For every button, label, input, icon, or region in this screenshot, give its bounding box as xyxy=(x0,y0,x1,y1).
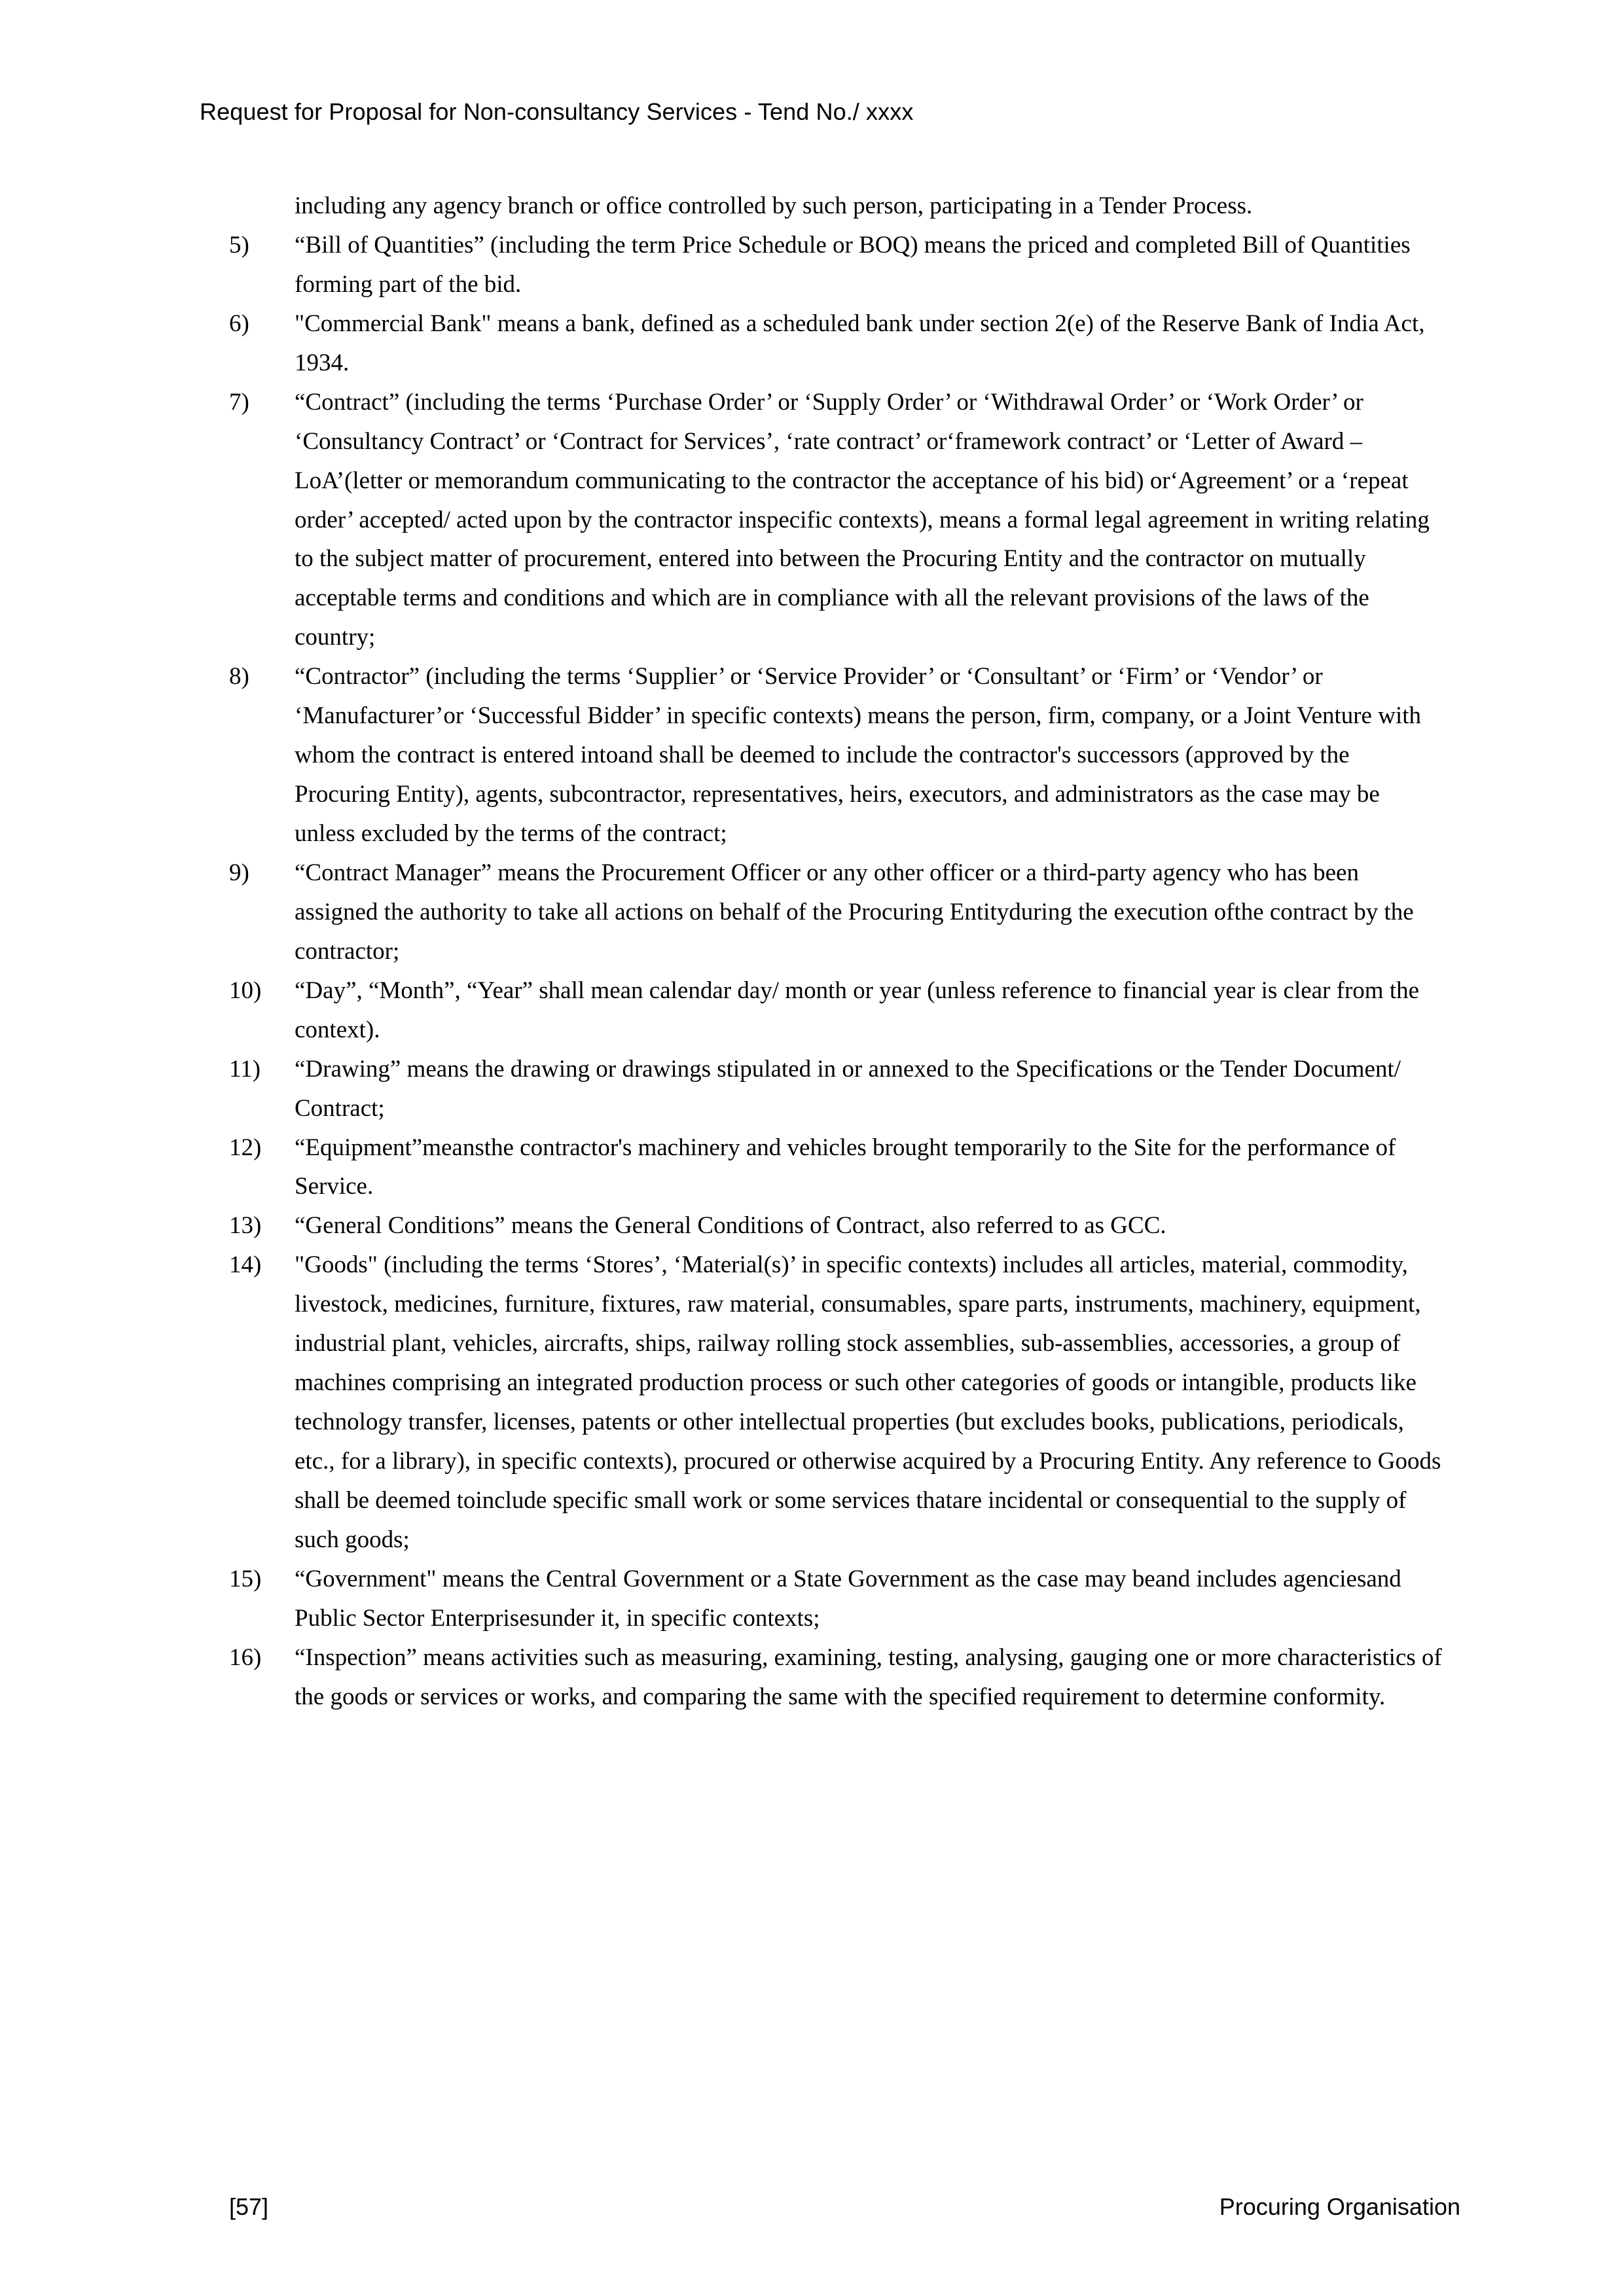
list-item-text: “Drawing” means the drawing or drawings stipulated in or annexed to the Specifications or the Tender Document/ Contract; xyxy=(295,1055,1401,1122)
list-item-text: “Contractor” (including the terms ‘Supplier’ or ‘Service Provider’ or ‘Consultant’ or ‘Firm’ or ‘Vendor’ or ‘Manufacturer’or ‘Successful Bidder’ in specific contexts) means the person, firm, company, or a Joint Venture with whom the contract is entered intoand shall be deemed to include the contractor's successors (approved by the Procuring Entity), agents, subcontractor, representatives, heirs, executors, and administrators as the case may be unless excluded by the terms of the contract; xyxy=(295,663,1422,847)
list-item xyxy=(200,853,1443,971)
list-item-text: “Day”, “Month”, “Year” shall mean calendar day/ month or year (unless reference to financial year is clear from the context). xyxy=(295,977,1420,1043)
list-item-text: “Government" means the Central Government or a State Government as the case may beand includes agenciesand Public Sector Enterprisesunder it, in specific contexts; xyxy=(295,1565,1401,1632)
list-item-text: "Goods" (including the terms ‘Stores’, ‘Material(s)’ in specific contexts) includes all articles, material, commodity, livestock, medicines, furniture, fixtures, raw material, consumables, spare parts, instruments, machinery, equipment, industrial plant, vehicles, aircrafts, ships, railway rolling stock assemblies, sub-assemblies, accessories, a group of machines comprising an integrated production process or such other categories of goods or intangible, products like technology transfer, licenses, patents or other intellectual properties (but excludes books, publications, periodicals, etc., for a library), in specific contexts), procured or otherwise acquired by a Procuring Entity. Any reference to Goods shall be deemed toinclude specific small work or some services thatare incidental or consequential to the supply of such goods; xyxy=(295,1251,1441,1553)
list-item xyxy=(200,304,1443,383)
list-item xyxy=(200,383,1443,658)
list-item xyxy=(200,1246,1443,1560)
list-item-text: "Commercial Bank" means a bank, defined as a scheduled bank under section 2(e) of the Reserve Bank of India Act, 1934. xyxy=(295,310,1425,376)
list-item xyxy=(200,971,1443,1050)
list-item-number: 6) xyxy=(229,310,249,337)
list-item xyxy=(200,1560,1443,1638)
list-item xyxy=(200,1128,1443,1207)
list-item-text: “Contract” (including the terms ‘Purchase Order’ or ‘Supply Order’ or ‘Withdrawal Order’ or ‘Work Order’ or ‘Consultancy Contract’ or ‘Contract for Services’, ‘rate contract’ or‘framework contract’ or ‘Letter of Award – LoA’(letter or memorandum communicating to the contractor the acceptance of his bid) or‘Agreement’ or a ‘repeat order’ accepted/ acted upon by the contractor inspecific contexts), means a formal legal agreement in writing relating to the subject matter of procurement, entered into between the Procuring Entity and the contractor on mutually acceptable terms and conditions and which are in compliance with all the relevant provisions of the laws of the country; xyxy=(295,388,1430,651)
page-number: [57] xyxy=(229,2193,269,2220)
list-item-text: “Inspection” means activities such as measuring, examining, testing, analysing, gauging one or more characteristics of the goods or services or works, and comparing the same with the specified requirement to determine conformity. xyxy=(295,1643,1442,1710)
definitions-list xyxy=(200,226,1443,1717)
list-item-text: “Equipment”meansthe contractor's machinery and vehicles brought temporarily to the Site for the performance of Service. xyxy=(295,1134,1396,1200)
list-item xyxy=(200,1050,1443,1128)
list-item-number: 11) xyxy=(229,1055,261,1083)
list-item-number: 12) xyxy=(229,1134,262,1161)
list-item-number: 14) xyxy=(229,1251,262,1279)
page-content xyxy=(200,187,1443,1717)
list-item-text: “Bill of Quantities” (including the term Price Schedule or BOQ) means the priced and completed Bill of Quantities forming part of the bid. xyxy=(295,231,1411,298)
list-item-number: 7) xyxy=(229,388,249,416)
list-item-number: 15) xyxy=(229,1565,262,1592)
list-item-text: “Contract Manager” means the Procurement Officer or any other officer or a third-party agency who has been assigned the authority to take all actions on behalf of the Procuring Entityduring the execution ofthe contract by the contractor; xyxy=(295,859,1414,965)
list-item xyxy=(200,657,1443,853)
list-item-number: 5) xyxy=(229,231,249,259)
list-item-number: 9) xyxy=(229,859,249,886)
list-item-number: 16) xyxy=(229,1643,262,1671)
list-item xyxy=(200,226,1443,304)
list-item xyxy=(200,1206,1443,1246)
footer-organisation: Procuring Organisation xyxy=(1219,2193,1460,2220)
list-item xyxy=(200,1638,1443,1717)
list-item-number: 8) xyxy=(229,663,249,691)
lead-paragraph: including any agency branch or office controlled by such person, participating in a Tender Process. xyxy=(295,192,1253,219)
list-item-text: “General Conditions” means the General Conditions of Contract, also referred to as GCC. xyxy=(295,1212,1166,1240)
list-item-number: 10) xyxy=(229,977,262,1004)
page-footer xyxy=(200,2193,1460,2221)
list-item-number: 13) xyxy=(229,1212,262,1240)
page-header: Request for Proposal for Non-consultancy Services - Tend No./ xxxx xyxy=(200,98,914,125)
